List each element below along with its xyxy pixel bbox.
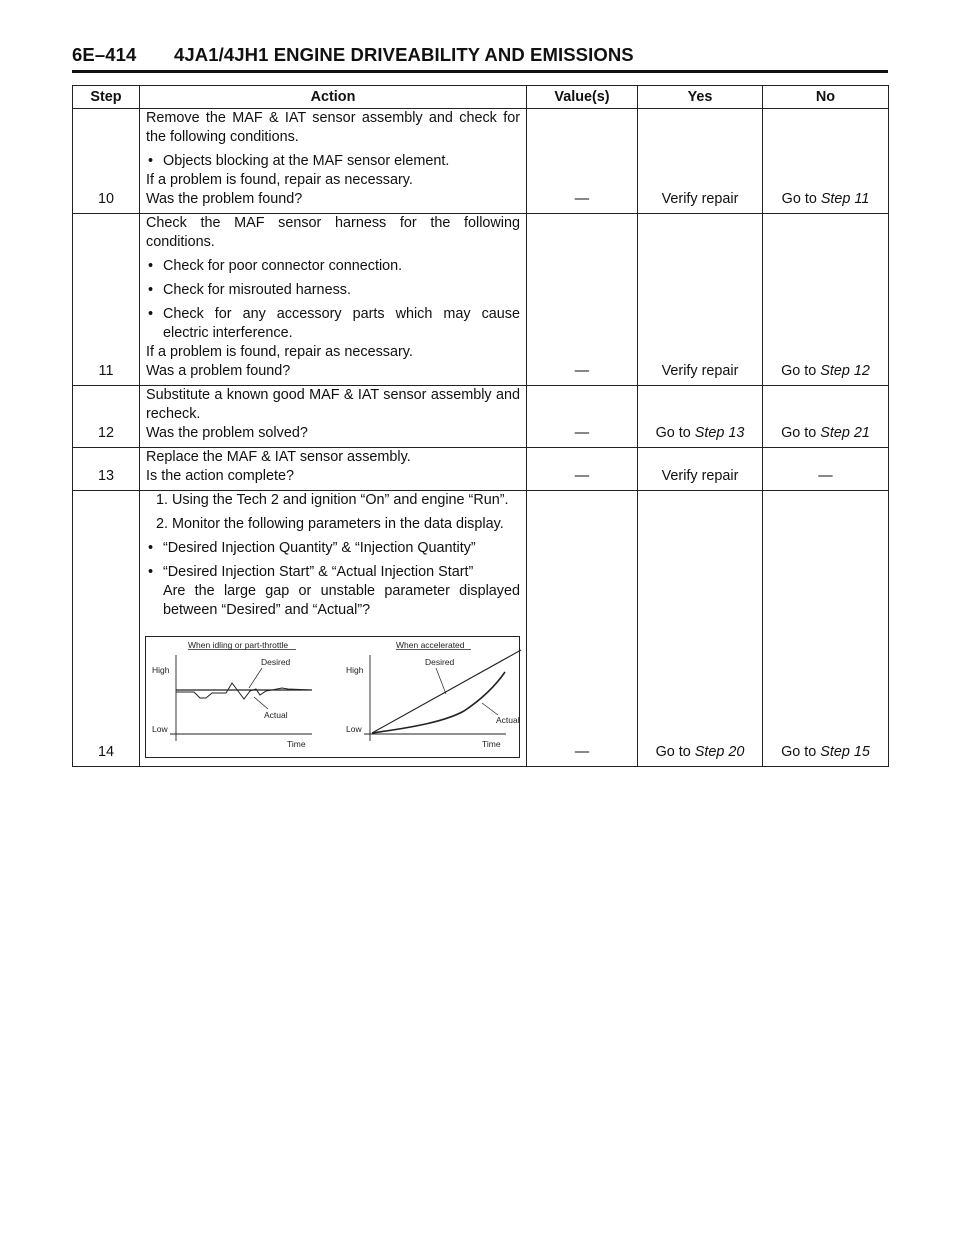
yes-cell: Verify repair [638, 448, 763, 491]
right-actual-leader [482, 703, 498, 715]
no-prefix: Go to [781, 744, 821, 760]
item-number: 2. [156, 516, 169, 532]
left-actual-label: Actual [264, 710, 288, 720]
numbered-item [146, 491, 520, 510]
value-cell: — [527, 386, 638, 448]
right-low-label: Low [346, 724, 362, 734]
yes-prefix: Go to [655, 744, 695, 760]
bullet-item: • Check for any accessory parts which may cause electric interference. [146, 305, 520, 343]
step-number: 10 [73, 109, 140, 214]
left-time-label: Time [287, 739, 306, 749]
table-row [73, 448, 889, 491]
diagnostic-table [72, 85, 889, 767]
action-cell [140, 491, 527, 767]
page-header [72, 44, 634, 66]
yes-cell: Verify repair [638, 214, 763, 386]
no-cell [763, 214, 889, 386]
action-text: If a problem is found, repair as necessary. [146, 172, 413, 188]
col-yes: Yes [638, 86, 763, 109]
left-low-label: Low [152, 724, 168, 734]
no-prefix: Go to [781, 363, 821, 379]
step-link[interactable]: Step 21 [820, 425, 870, 441]
col-action: Action [140, 86, 527, 109]
col-no: No [763, 86, 889, 109]
right-time-label: Time [482, 739, 501, 749]
no-cell [763, 109, 889, 214]
table-header-row [73, 86, 889, 109]
yes-prefix: Go to [655, 425, 695, 441]
action-question: Was the problem found? [146, 191, 303, 207]
table-row [73, 386, 889, 448]
table-row [73, 491, 889, 767]
step-link[interactable]: Step 20 [694, 744, 745, 760]
right-desired-label: Desired [425, 657, 455, 667]
value-cell: — [527, 109, 638, 214]
no-cell: — [763, 448, 889, 491]
bullet-continuation: Are the large gap or unstable parameter displayed between “Desired” and “Actual”? [163, 583, 520, 618]
bullet-item: • Objects blocking at the MAF sensor element. [146, 152, 520, 171]
col-step: Step [73, 86, 140, 109]
action-question: Is the action complete? [146, 468, 294, 484]
item-number: 1. [156, 492, 169, 508]
yes-cell [638, 491, 763, 767]
item-text: Monitor the following parameters in the data display. [172, 516, 504, 532]
left-high-label: High [152, 665, 170, 675]
value-cell: — [527, 491, 638, 767]
action-text: Remove the MAF & IAT sensor assembly and check for the following conditions. [146, 110, 520, 145]
yes-cell [638, 386, 763, 448]
right-desired-leader [436, 668, 446, 694]
item-text: Using the Tech 2 and ignition “On” and engine “Run”. [172, 492, 509, 508]
bullet-item: • Check for poor connector connection. [146, 257, 520, 276]
right-caption: When accelerated [396, 640, 465, 650]
left-caption: When idling or part-throttle [188, 640, 289, 650]
no-cell [763, 386, 889, 448]
step-number: 13 [73, 448, 140, 491]
action-question: Was the problem solved? [146, 425, 308, 441]
action-text: If a problem is found, repair as necessary. [146, 344, 413, 360]
action-text: Check the MAF sensor harness for the following conditions. [146, 215, 520, 250]
bullet-item: • Check for misrouted harness. [146, 281, 520, 300]
left-desired-label: Desired [261, 657, 291, 667]
step-link[interactable]: Step 12 [820, 363, 870, 379]
step-number: 11 [73, 214, 140, 386]
bullet-item [146, 563, 520, 620]
action-cell [140, 386, 527, 448]
value-cell: — [527, 448, 638, 491]
action-question: Was a problem found? [146, 363, 291, 379]
yes-cell: Verify repair [638, 109, 763, 214]
no-prefix: Go to [781, 191, 821, 207]
left-actual-leader [254, 697, 268, 709]
parameter-graph-figure [145, 636, 520, 758]
table-row [73, 214, 889, 386]
numbered-item [146, 515, 520, 534]
table-row [73, 109, 889, 214]
page-code: 6E–414 [72, 44, 137, 65]
bullet-text: “Desired Injection Start” & “Actual Injection Start” [163, 564, 474, 580]
no-cell [763, 491, 889, 767]
bullet-item: • “Desired Injection Quantity” & “Injection Quantity” [146, 539, 520, 558]
value-cell: — [527, 214, 638, 386]
left-desired-leader [249, 668, 262, 688]
no-prefix: Go to [781, 425, 821, 441]
page-title: 4JA1/4JH1 ENGINE DRIVEABILITY AND EMISSIONS [174, 44, 634, 65]
step-number: 12 [73, 386, 140, 448]
step-number: 14 [73, 491, 140, 767]
col-values: Value(s) [527, 86, 638, 109]
step-link[interactable]: Step 11 [820, 191, 870, 207]
right-high-label: High [346, 665, 364, 675]
step-link[interactable]: Step 13 [694, 425, 745, 441]
right-actual-line [372, 672, 505, 733]
parameter-graphs [146, 637, 524, 757]
action-text: Substitute a known good MAF & IAT sensor assembly and recheck. [146, 387, 520, 422]
left-actual-line [176, 683, 312, 699]
step-link[interactable]: Step 15 [820, 744, 870, 760]
action-cell [140, 109, 527, 214]
action-cell [140, 214, 527, 386]
header-rule [72, 70, 888, 73]
right-actual-label: Actual [496, 715, 520, 725]
action-text: Replace the MAF & IAT sensor assembly. [146, 449, 411, 465]
action-cell [140, 448, 527, 491]
